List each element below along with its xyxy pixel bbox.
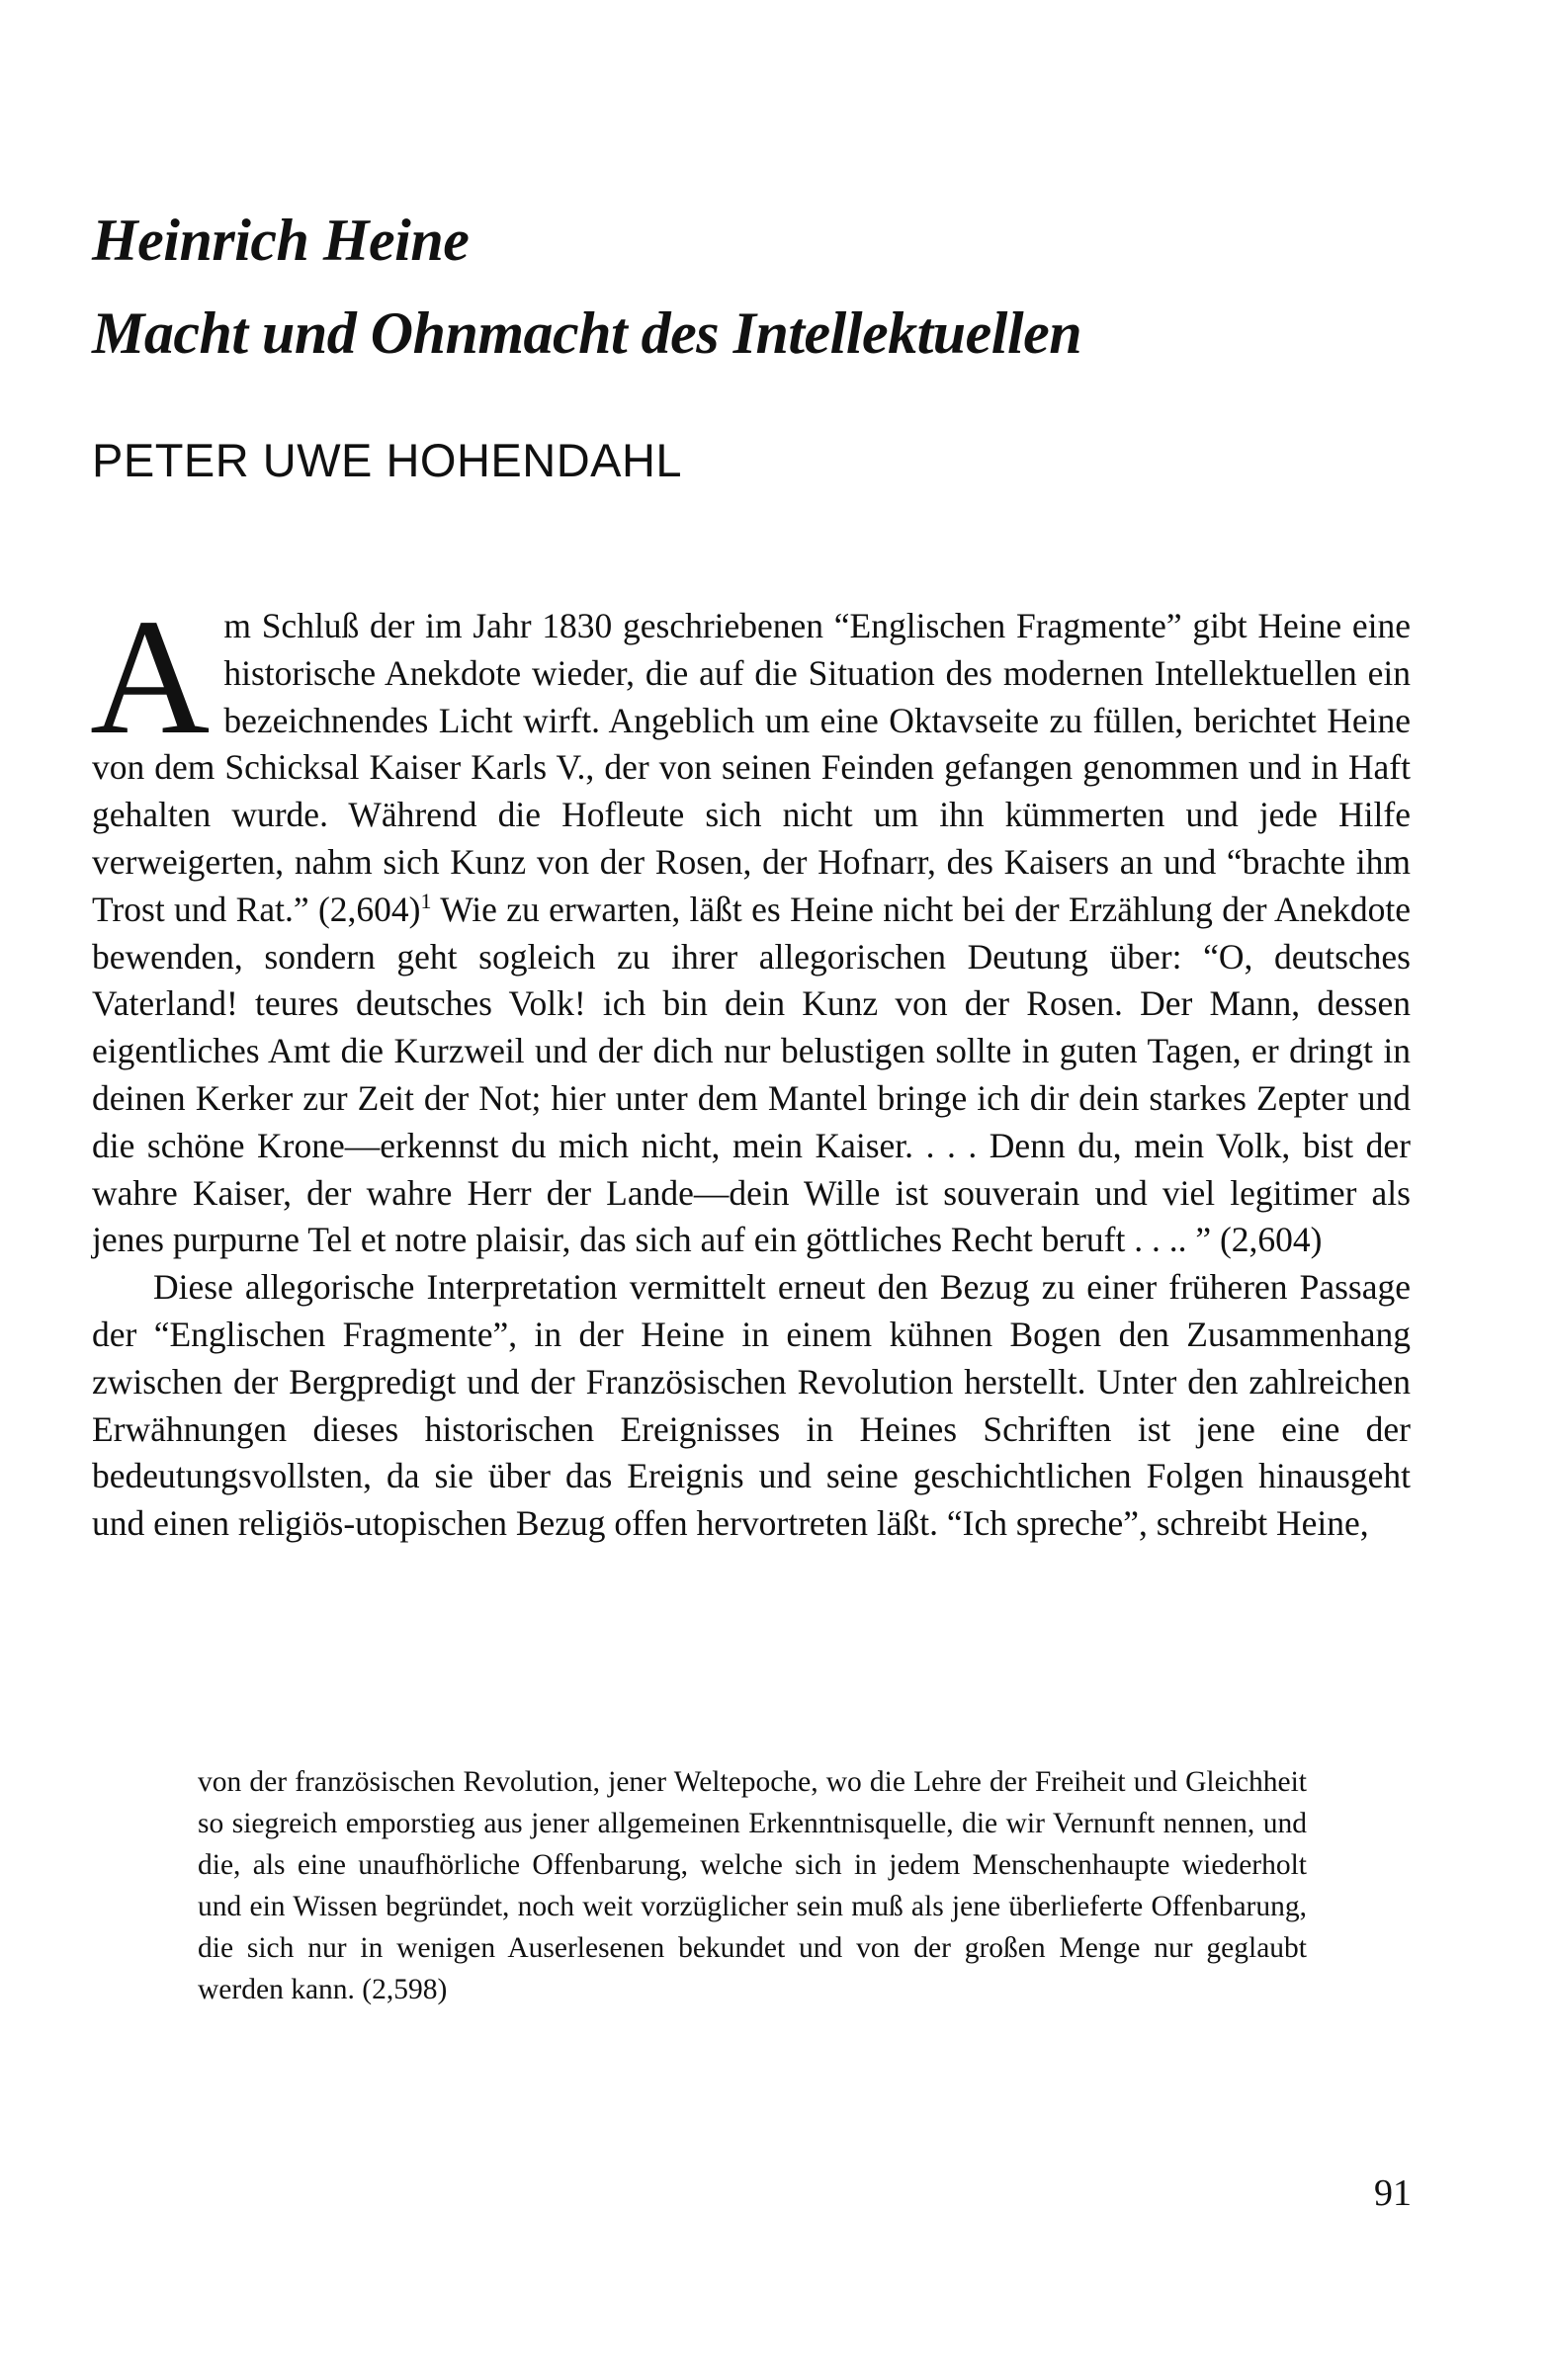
title-line-1: Heinrich Heine (92, 208, 470, 273)
page-number: 91 (1374, 2172, 1412, 2214)
author-name: PETER UWE HOHENDAHL (92, 434, 683, 486)
footnote-marker: 1 (420, 888, 432, 913)
article-title (92, 194, 1436, 380)
block-quote: von der französischen Revolution, jener Weltepoche, wo die Lehre der Freiheit und Gleichheit so siegreich emporstieg aus jener allgemeinen Erkenntnisquelle, die wir Vernunft nennen, und die, als eine unaufhörliche Offenbarung, welche sich in jedem Menschenhaupte wiederholt und ein Wissen begründet, noch weit vorzüglicher sein muß als jene überlieferte Offenbarung, die sich nur in wenigen Auserlesenen bekundet und von der großen Menge nur geglaubt werden kann. (2,598) (198, 1766, 1307, 2005)
paragraph-1-text-a: m Schluß der im Jahr 1830 geschriebenen “Englischen Fragmente” gibt Heine eine historische Anekdote wieder, die auf die Situation des modernen Intellektuellen ein bezeichnendes Licht wirft. Angeblich um eine Oktavseite zu füllen, berichtet Heine von dem Schicksal Kaiser Karls V., der von seinen Feinden gefangen genommen und in Haft gehalten wurde. Während die Hofleute sich nicht um ihn kümmerten und jede Hilfe verweigerten, nahm sich Kunz von der Rosen, der Hofnarr, des Kaisers an und “brachte ihm Trost und Rat.” (2,604) (92, 606, 1411, 929)
paragraph-1 (90, 585, 1411, 1264)
paragraph-1-text-b: Wie zu erwarten, läßt es Heine nicht bei der Erzählung der Anekdote bewenden, sondern geht sogleich zu ihrer allegorischen Deutung über: “O, deutsches Vaterland! teures deutsches Volk! ich bin dein Kunz von der Rosen. Der Mann, dessen eigentliches Amt die Kurzweil und der dich nur belustigen sollte in guten Tagen, er dringt in deinen Kerker zur Zeit der Not; hier unter dem Mantel bringe ich dir dein starkes Zepter und die schöne Krone—erkennst du mich nicht, mein Kaiser. . . . Denn du, mein Volk, bist der wahre Kaiser, der wahre Herr der Lande—dein Wille ist souverain und viel legitimer als jenes purpurne Tel et notre plaisir, das sich auf ein göttliches Recht beruft . . .. ” (2,604) (92, 889, 1411, 1260)
article-body (90, 585, 1411, 1548)
paragraph-2: Diese allegorische Interpretation vermittelt erneut den Bezug zu einer früheren Passage der “Englischen Fragmente”, in der Heine in einem kühnen Bogen den Zusammenhang zwischen der Bergpredigt und der Französischen Revolution herstellt. Unter den zahlreichen Erwähnungen dieses historischen Ereignisses in Heines Schriften ist jene eine der bedeutungsvollsten, da sie über das Ereignis und seine geschichtlichen Folgen hinausgeht und einen religiös-utopischen Bezug offen hervortreten läßt. “Ich spreche”, schreibt Heine, (92, 1267, 1411, 1544)
drop-cap: A (90, 585, 211, 769)
title-line-2: Macht und Ohnmacht des Intellektuellen (92, 300, 1082, 366)
